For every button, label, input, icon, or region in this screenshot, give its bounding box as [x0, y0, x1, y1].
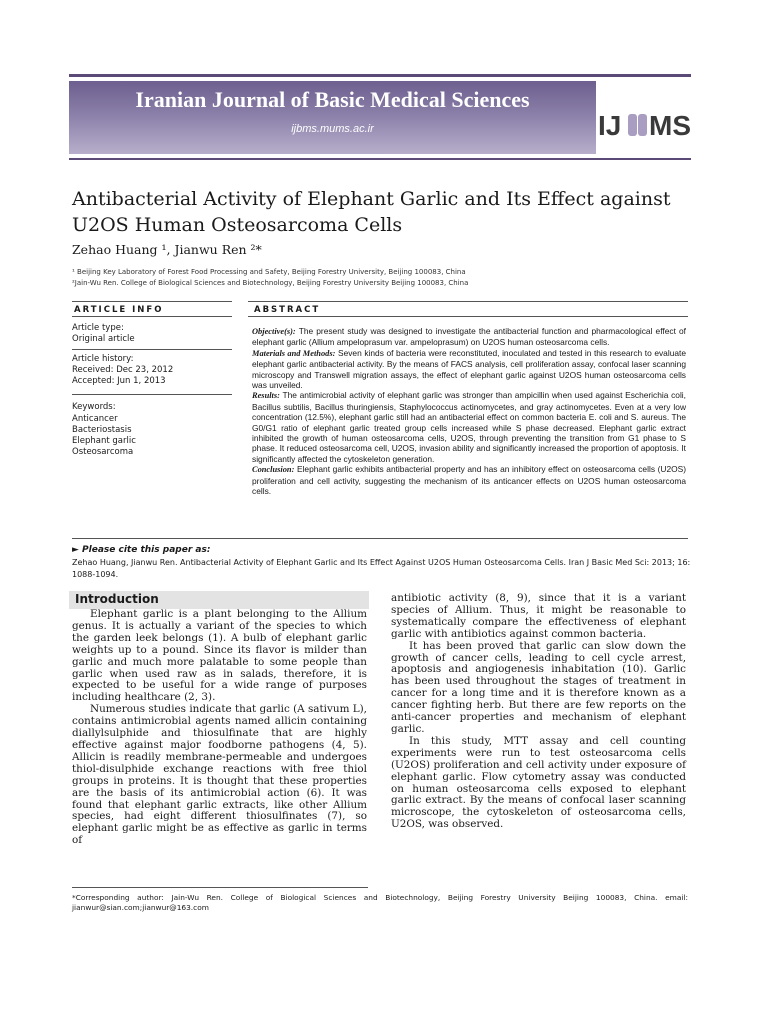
article-info-heading: ARTICLE INFO	[74, 305, 164, 315]
footnote-rule	[72, 887, 368, 888]
info-top-rule	[72, 301, 232, 302]
citation-text: Zehao Huang, Jianwu Ren. Antibacterial Activity of Elephant Garlic and Its Effect Against U2OS Human Osteosarcoma Cells. Iran J Basic Med Sci: 2013; 16: 1088-1094.	[72, 558, 691, 579]
journal-banner	[69, 81, 596, 154]
article-type-label: Article type:	[72, 323, 124, 333]
methods-text: Seven kinds of bacteria were reconstituted, inoculated and tested in this research to evaluate elephant garlic antibacterial activity. By the means of FACS analysis, cell proliferation assay, confocal laser scanning microscopy and Transwell migration assays, the effect of elephant garlic against U2OS human osteosarcoma cells was unveiled.	[252, 347, 687, 391]
body-paragraph: Numerous studies indicate that garlic (A sativum L), contains antimicrobial agents named allicin containing diallylsulphide and thiosulfinate that are highly effective against major foodborne pathogens (4, 5). Allicin is readily membrane-permeable and undergoes thiol-disulphide exchange reactions with free thiol groups in proteins. It is thought that these properties are the basis of its antimicrobial action (6). It was found that elephant garlic extracts, like other Allium species, had eight different thiosulfinates (7), so elephant garlic might be as effective as garlic in terms of	[72, 703, 367, 847]
info-divider	[72, 394, 232, 395]
objectives-text: The present study was designed to investigate the antibacterial function and pharmacological effect of elephant garlic (Allium ampeloprasum var. ampeloprasum) on U2OS human osteosarcoma cells.	[252, 326, 687, 348]
results-label: Results:	[252, 391, 280, 401]
header-bottom-rule	[69, 158, 691, 160]
abstract-body	[252, 326, 686, 497]
article-type-value: Original article	[72, 334, 135, 344]
svg-text:MS: MS	[649, 110, 691, 141]
body-right-column	[391, 593, 686, 831]
abstract-methods	[252, 348, 686, 391]
article-authors: Zehao Huang ¹, Jianwu Ren ²*	[72, 242, 262, 257]
journal-logo	[598, 108, 698, 142]
body-paragraph: In this study, MTT assay and cell counting experiments were run to test osteosarcoma cells (U2OS) proliferation and cell activity under exposure of elephant garlic. Flow cytometry assay was conducted on human osteosarcoma cells exposed to elephant garlic extract. By the means of confocal laser scanning microscope, the cytoskeleton of osteosarcoma cells, U2OS, was observed.	[391, 734, 686, 831]
info-head-rule	[72, 316, 232, 317]
body-paragraph: Elephant garlic is a plant belonging to the Allium genus. It is actually a variant of the species to which the garden leek belongs (1). A bulb of elephant garlic weights up to a pound. Since its flavor is milder than garlic and much more palatable to some people than garlic when used raw as in salads, therefore, it is expected to be useful for a wide range of purposes including healthcare (2, 3).	[72, 608, 367, 704]
conclusion-label: Conclusion:	[252, 465, 295, 475]
article-title: Antibacterial Activity of Elephant Garlic and Its Effect against U2OS Human Osteosarcoma Cells	[72, 188, 671, 236]
introduction-heading: Introduction	[75, 592, 159, 606]
conclusion-text: Elephant garlic exhibits antibacterial property and has an inhibitory effect on osteosarcoma cells (U2OS) proliferation and cell activity, suggesting the mechanism of its anticancer effects on U2OS human osteosarcoma cells.	[252, 464, 686, 497]
journal-url[interactable]: ijbms.mums.ac.ir	[291, 123, 374, 135]
affiliation-1: ¹ Beijing Key Laboratory of Forest Food Processing and Safety, Beijing Forestry University, Beijing 100083, China	[72, 268, 466, 276]
abstract-heading: ABSTRACT	[254, 305, 321, 315]
abstract-conclusion	[252, 464, 686, 496]
citation-heading: ► Please cite this paper as:	[72, 545, 211, 555]
journal-name: Iranian Journal of Basic Medical Sciences	[135, 87, 530, 112]
keyword: Elephant garlic	[72, 436, 136, 446]
keyword: Osteosarcoma	[72, 447, 134, 457]
abstract-objectives	[252, 326, 686, 348]
abstract-bottom-rule	[72, 538, 688, 539]
abstract-top-rule	[248, 301, 688, 302]
keyword: Anticancer	[72, 414, 118, 424]
objectives-label: Objective(s):	[252, 327, 296, 336]
body-paragraph: antibiotic activity (8, 9), since that it is a variant species of Allium. Thus, it might be reasonable to systematically compare the effectiveness of elephant garlic with antibiotics against common bacteria.	[391, 592, 686, 640]
methods-label: Materials and Methods:	[252, 348, 336, 358]
keyword: Bacteriostasis	[72, 425, 132, 435]
keywords-label: Keywords:	[72, 402, 116, 412]
received-date: Received: Dec 23, 2012	[72, 365, 174, 375]
body-paragraph: It has been proved that garlic can slow down the growth of cancer cells, leading to cell cycle arrest, apoptosis and angiogenesis inhabitation (10). Garlic has been used throughout the stages of treatment in cancer for a long time and it is therefore known as a cancer fighting herb. But there are few reports on the anti-cancer properties and mechanism of elephant garlic.	[391, 639, 686, 735]
results-text: The antimicrobial activity of elephant garlic was stronger than ampicillin when used against Escherichia coli, Bacillus subtilis, Bacillus thuringiensis, Staphylococcus actinomycetes, and gray actinomycetes. Even at a very low concentration (12.5%), elephant garlic still had an antibacterial effect on common bacteria E. coli and S. aureus. The G0/G1 ratio of elephant garlic treated group cells increased while S phase decreased. Elephant garlic extract inhibited the growth of human osteosarcoma cells, U2OS, through preventing the transition from G1 phase to S phase. It reduced osteosarcoma cell, U2OS, invasion ability and significantly increased the proportion of apoptosis. It significantly affected the cytoskeleton generation.	[252, 390, 686, 464]
svg-text:IJ: IJ	[598, 110, 622, 141]
corresponding-author-footnote: *Corresponding author: Jain-Wu Ren. College of Biological Sciences and Biotechnology, Beijing Forestry University Beijing 100083, China. email: jianwur@sian.com;jianwur@163.com	[72, 893, 688, 912]
affiliation-2: ²Jain-Wu Ren. College of Biological Sciences and Biotechnology, Beijing Forestry University Beijing 100083, China	[72, 279, 469, 287]
info-divider	[72, 349, 232, 350]
abstract-results	[252, 390, 686, 464]
article-history-label: Article history:	[72, 354, 134, 364]
header-top-rule	[69, 74, 691, 77]
abstract-head-rule	[248, 316, 688, 317]
body-left-column	[72, 609, 367, 847]
accepted-date: Accepted: Jun 1, 2013	[72, 376, 166, 386]
